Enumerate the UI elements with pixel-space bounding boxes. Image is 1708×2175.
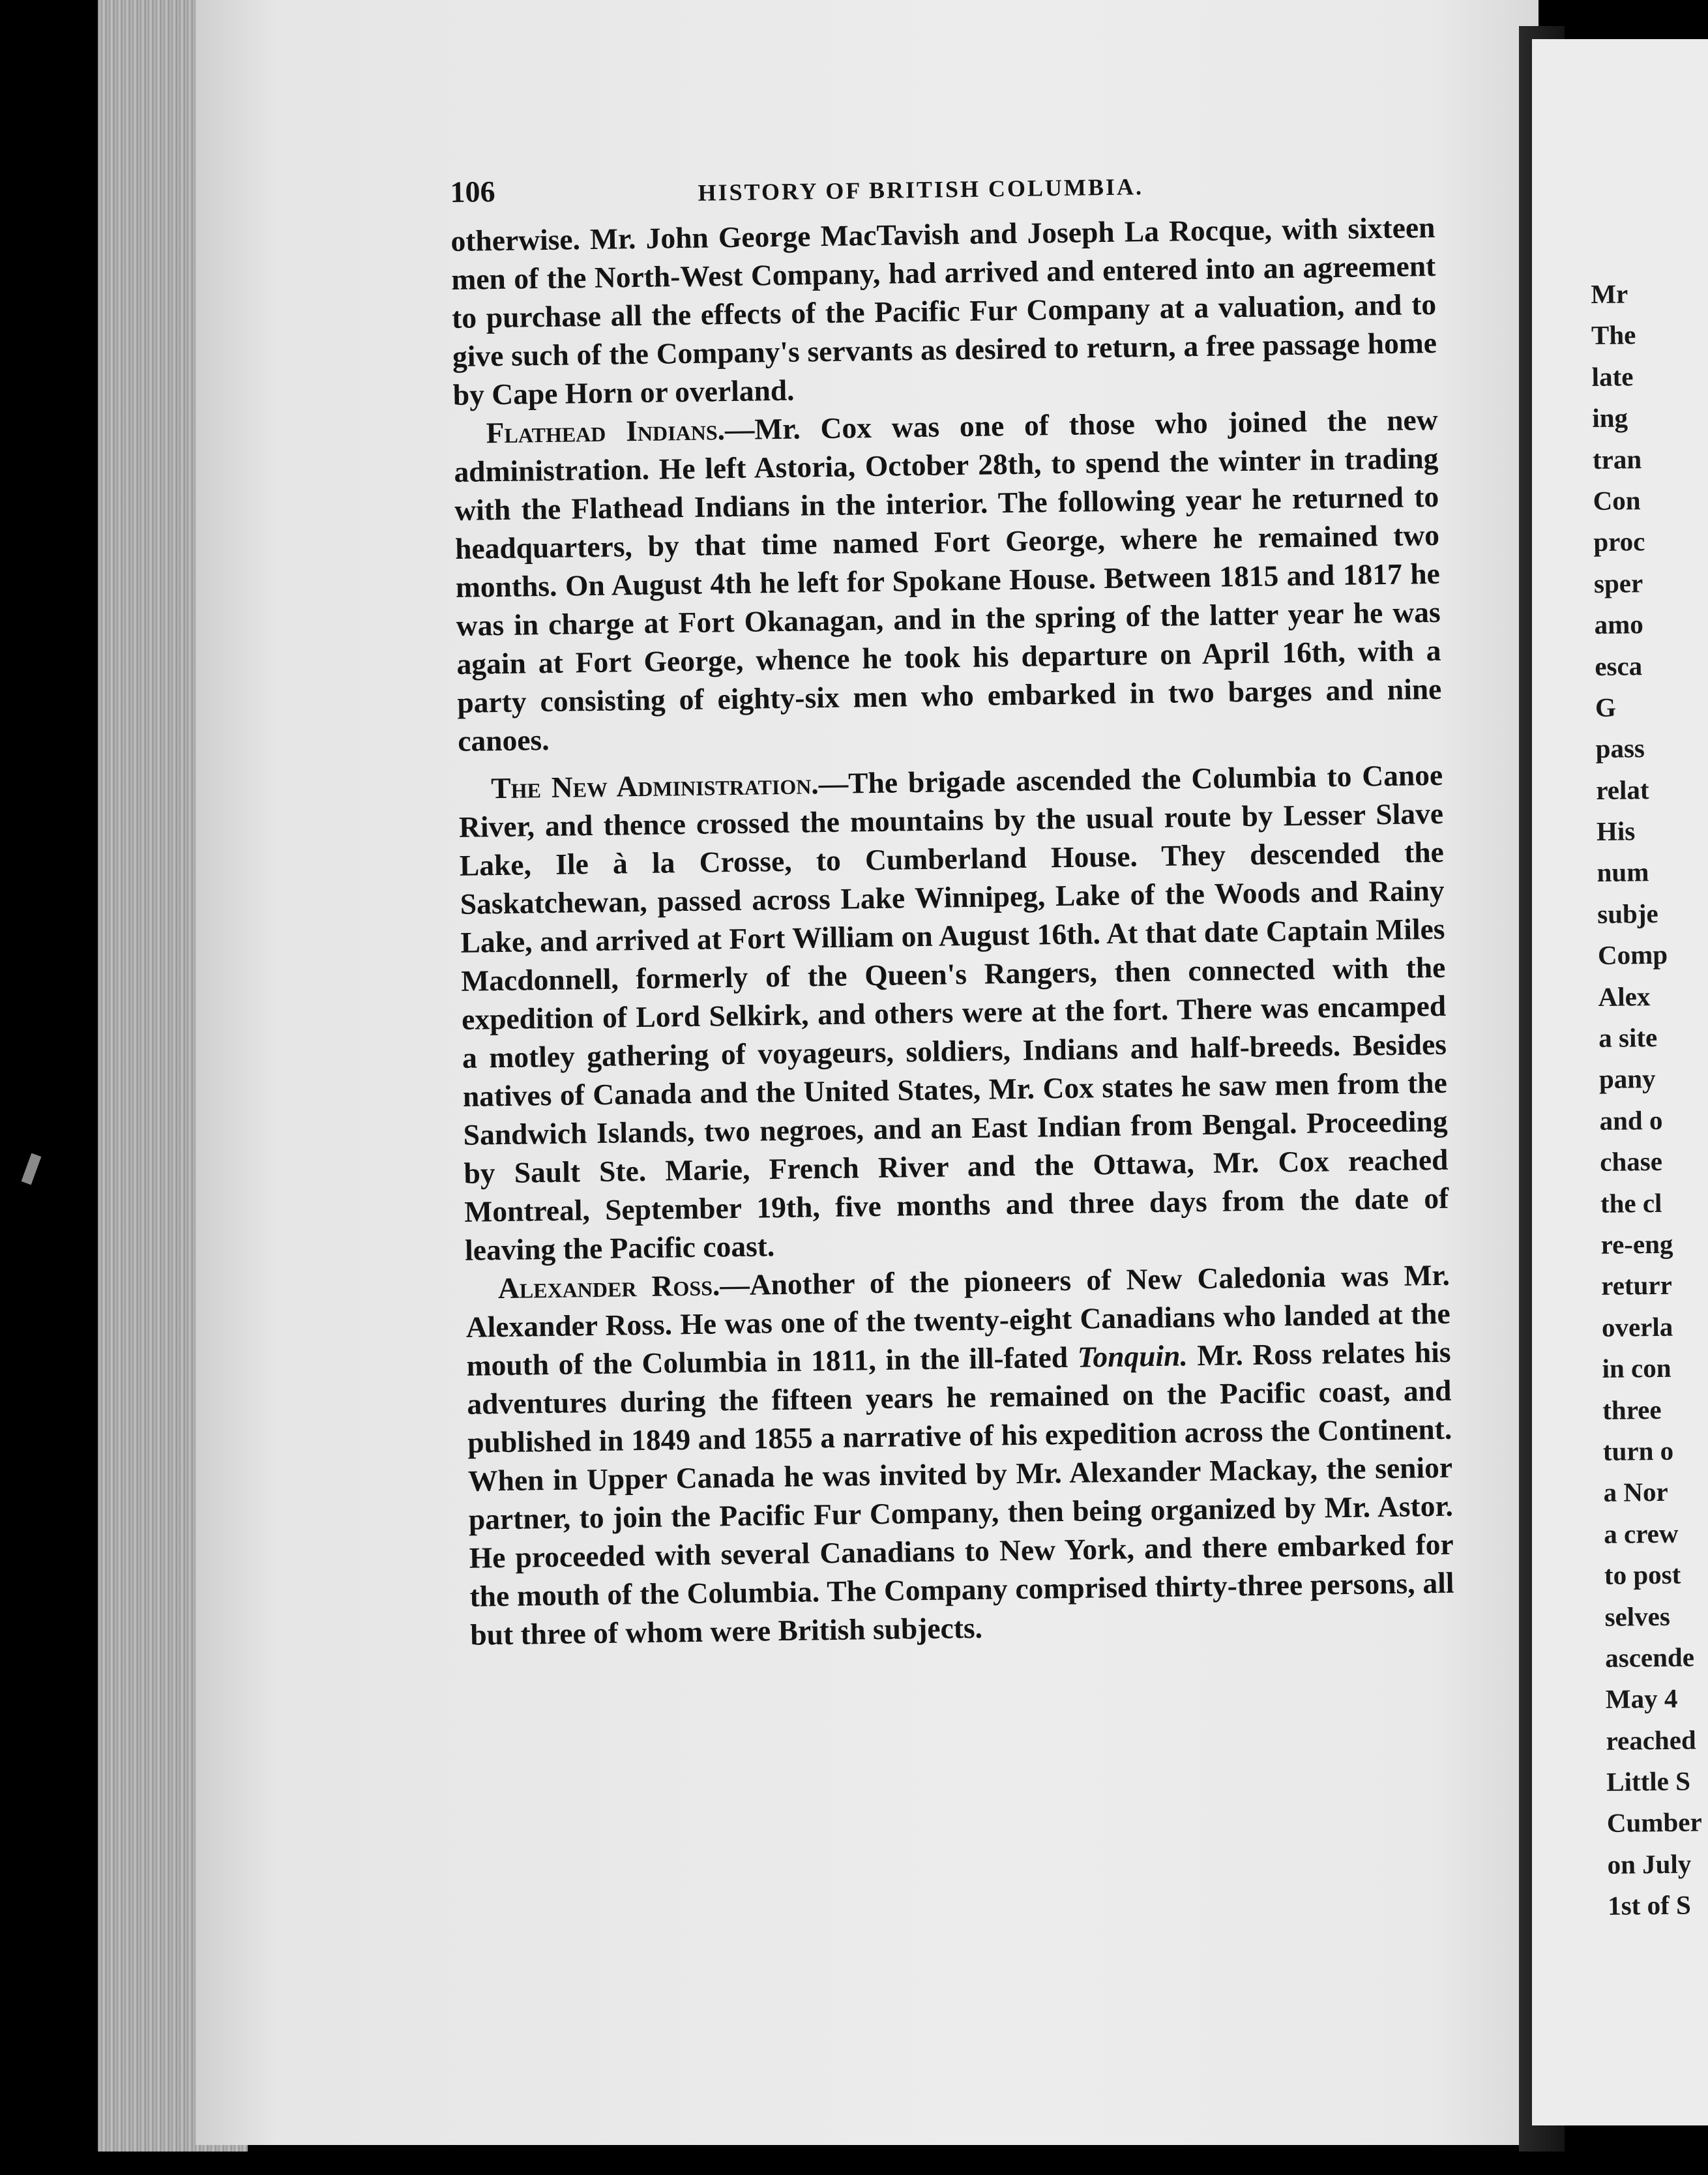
facing-page-line: ascende — [1604, 1642, 1695, 1673]
facing-page-line: reached — [1606, 1724, 1696, 1756]
facing-page-line: esca — [1595, 650, 1643, 681]
facing-page-line: Little S — [1606, 1766, 1691, 1797]
facing-page-line: and o — [1599, 1104, 1663, 1136]
facing-page-line: His — [1596, 816, 1636, 847]
section-heading: Flathead Indians. — [486, 413, 726, 450]
facing-page-line: to post — [1604, 1559, 1681, 1590]
facing-page-line: pany — [1598, 1063, 1656, 1095]
facing-page-line: three — [1602, 1394, 1662, 1425]
facing-page-line: selves — [1604, 1601, 1671, 1632]
paragraph-text: —The brigade ascended the Columbia to Canoe River, and thence crossed the mountains by the usual route by Lesser Slave Lake, Ile à la Crosse, to Cumberland House. They descended the Saskatchewan, passed across Lake Winnipeg, Lake of the Woods and Rainy Lake, and arrived at Fort William on August 16th. At that date Captain Miles Macdonnell, formerly of the Queen's Rangers, then connected with the expedition of Lord Selkirk, and others were at the fort. There was encamped a motley gathering of voyageurs, soldiers, Indians and half-breeds. Besides natives of Canada and the United States, Mr. Cox states he saw men from the Sandwich Islands, two negroes, and an East Indian from Bengal. Proceeding by Sault Ste. Marie, French River and the Ottawa, Mr. Cox reached Montreal, September 19th, five months and three days from the date of leaving the Pacific coast. — [458, 758, 1449, 1267]
facing-page-line: subje — [1597, 898, 1658, 929]
facing-page-line: chase — [1600, 1146, 1663, 1177]
facing-page-line: Alex — [1598, 981, 1651, 1012]
facing-page-line: returr — [1601, 1270, 1673, 1301]
facing-page-line: amo — [1594, 609, 1644, 640]
paragraph-flathead-indians — [453, 400, 1442, 760]
ship-name: Tonquin. — [1077, 1339, 1188, 1374]
paragraph-text: Mr. Ross relates his adventures during the fifteen years he remained on the Pacific coast, and published in 1849 and 1855 a narrative of his expedition across the Continent. When in Upper Canada he was invited by Mr. Alexander Mackay, the senior partner, to join the Pacific Fur Company, then being organized by Mr. Astor. He proceeded with several Canadians to New York, and there embarked for the mouth of the Columbia. The Company comprised thirty-three persons, all but three of whom were British subjects. — [467, 1335, 1454, 1651]
facing-page-line: 1st of S — [1607, 1889, 1692, 1921]
facing-page-line: tran — [1592, 443, 1642, 475]
facing-page-line: on July — [1607, 1848, 1692, 1880]
facing-page-line: ing — [1592, 402, 1628, 434]
page-text-block — [450, 156, 1455, 1654]
facing-page-line: in con — [1602, 1352, 1671, 1384]
facing-page-line: the cl — [1600, 1187, 1662, 1219]
facing-page-line: Comp — [1597, 940, 1668, 971]
facing-page-line: proc — [1593, 526, 1645, 557]
facing-page-line: Cumber — [1606, 1807, 1702, 1839]
facing-page-line: Con — [1593, 485, 1641, 516]
paragraph-text: otherwise. Mr. John George MacTavish and Joseph La Rocque, with sixteen men of the North-West Company, had arrived and entered into an agreement to purchase all the effects of the Pacific Fur Company at a valuation, and to give such of the Company's servants as desired to return, a free passage home by Cape Horn or overland. — [450, 210, 1437, 411]
paragraph-text: —Mr. Cox was one of those who joined the new administration. He left Astoria, October 28th, to spend the winter in trading with the Flathead Indians in the interior. The following year he returned to headquarters, by that time named Fort George, where he remained two months. On August 4th he left for Spokane House. Between 1815 and 1817 he was in charge at Fort Okanagan, and in the spring of the latter year he was again at Fort George, whence he took his departure on April 16th, with a party consisting of eighty-six men who embarked in two barges and nine canoes. — [454, 402, 1442, 758]
running-title: HISTORY OF BRITISH COLUMBIA. — [698, 173, 1144, 206]
paragraph-new-administration — [458, 756, 1450, 1269]
facing-page-line: sper — [1593, 567, 1643, 599]
paragraph-text: —Another of the pioneers of New Caledonia was Mr. Alexander Ross. He was one of the twenty-eight Canadians who landed at the mouth of the Columbia in 1811, in the ill-fated — [465, 1258, 1450, 1382]
section-heading: The New Administration. — [490, 767, 819, 805]
page-number: 106 — [450, 175, 495, 209]
facing-page-text — [1591, 273, 1708, 1927]
facing-page-line: G — [1595, 692, 1617, 722]
facing-page-line: a Nor — [1603, 1477, 1668, 1508]
facing-page-line: a crew — [1603, 1518, 1679, 1549]
facing-page-line: relat — [1596, 774, 1649, 805]
edge-mark — [22, 1153, 42, 1185]
facing-page-line: pass — [1595, 733, 1645, 764]
facing-page-line: num — [1597, 857, 1649, 888]
facing-page-line: a site — [1598, 1022, 1658, 1053]
facing-page-line: turn o — [1602, 1435, 1674, 1466]
facing-page-line: The — [1591, 319, 1636, 351]
paragraph-alexander-ross — [465, 1256, 1455, 1654]
facing-page-line: late — [1591, 361, 1634, 392]
facing-page-line: re-eng — [1600, 1228, 1673, 1260]
facing-page-line: overla — [1601, 1311, 1673, 1342]
facing-page-line: Mr — [1591, 278, 1628, 309]
paragraph-otherwise — [450, 208, 1437, 414]
section-heading: Alexander Ross. — [497, 1268, 720, 1305]
facing-page-line: May 4 — [1605, 1683, 1678, 1715]
